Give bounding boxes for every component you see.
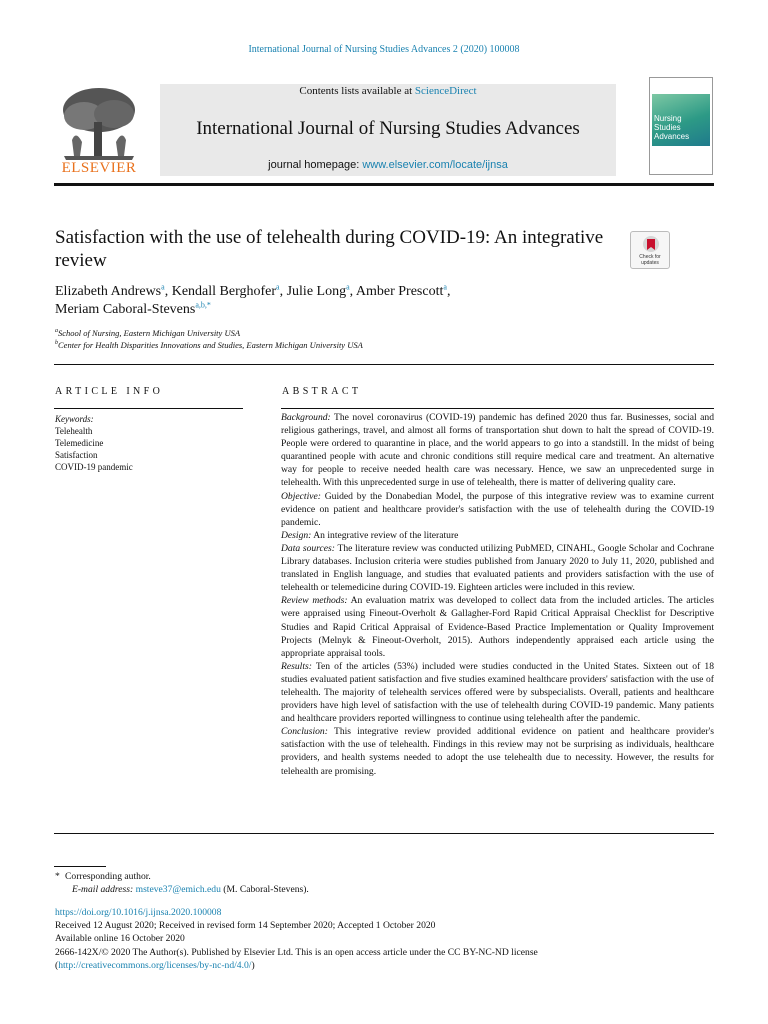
corresponding-author: Corresponding author.	[65, 871, 151, 882]
check-for-updates-button[interactable]	[630, 231, 670, 269]
sciencedirect-link[interactable]: ScienceDirect	[414, 85, 477, 97]
abstract-body	[281, 411, 714, 778]
abstract-section	[281, 411, 714, 490]
abstract-section	[281, 725, 714, 777]
abstract-section	[281, 490, 714, 529]
keyword-item[interactable]: Satisfaction	[55, 450, 98, 460]
email-suffix: (M. Caboral-Stevens).	[220, 884, 309, 895]
header-rule	[54, 183, 714, 186]
abstract-section	[281, 529, 714, 542]
footnote-rule	[54, 866, 106, 867]
publisher-name: ELSEVIER	[61, 160, 137, 176]
keyword-item[interactable]: Telehealth	[55, 426, 93, 436]
homepage-line	[160, 159, 616, 171]
keyword-item[interactable]: COVID-19 pandemic	[55, 462, 133, 472]
contents-prefix: Contents lists available at	[299, 85, 415, 97]
author-name[interactable]: Amber Prescott	[355, 284, 444, 299]
homepage-link[interactable]: www.elsevier.com/locate/ijnsa	[362, 159, 508, 171]
keywords-label: Keywords:	[55, 414, 94, 424]
author-affiliation-mark[interactable]: a	[346, 282, 350, 292]
affiliation-mark: b	[55, 340, 58, 347]
license-url-line	[55, 959, 695, 972]
doi-link[interactable]: https://doi.org/10.1016/j.ijnsa.2020.100008	[55, 907, 222, 918]
abstract-section-text: The novel coronavirus (COVID-19) pandemic has defined 2020 thus far. Businesses, social and religious gatherings, travel, and almost all forms of transportation shut down to halt the spread of COVID-19. People were ordered to quarantine in place, and the world appears to go into a standstill. In the midst of being quarantined people with acute and chronic conditions still require medical care and treatment. An alternative way for people to receive needed health care was necessary. Hence, we saw an unprecedented surge in telehealth. With this unprecedented surge in use of telehealth, there is matter of delivering quality care.	[281, 412, 714, 489]
abstract-section-label: Conclusion:	[281, 726, 328, 738]
contents-line	[160, 85, 616, 97]
abstract-section-label: Background:	[281, 412, 331, 423]
abstract-section-label: Design:	[281, 529, 312, 541]
license-text: 2666-142X/© 2020 The Author(s). Published by Elsevier Ltd. This is an open access article under the CC BY-NC-ND license	[55, 946, 538, 958]
author-affiliation-mark[interactable]: a	[276, 282, 280, 292]
license-link[interactable]: http://creativecommons.org/licenses/by-nc-nd/4.0/	[58, 959, 252, 971]
check-updates-label: Check for updates	[639, 254, 661, 266]
keywords-list	[55, 425, 133, 473]
author-name[interactable]: Kendall Berghofer	[171, 284, 277, 299]
homepage-prefix: journal homepage:	[268, 159, 363, 171]
license-url-open: (	[55, 959, 59, 971]
abstract-section	[281, 542, 714, 594]
affiliation-text: Center for Health Disparities Innovations and Studies, Eastern Michigan University USA	[58, 340, 363, 350]
affiliation-item	[55, 327, 363, 339]
received-dates: Received 12 August 2020; Received in revised form 14 September 2020; Accepted 1 October 2020	[55, 920, 436, 932]
abstract-section	[281, 660, 714, 725]
abstract-section	[281, 594, 714, 659]
abstract-section-label: Review methods:	[281, 595, 348, 607]
author-separator: ,	[279, 284, 287, 299]
author-name[interactable]: Meriam Caboral-Stevens	[55, 302, 196, 317]
available-online: Available online 16 October 2020	[55, 933, 185, 945]
cover-title: Nursing Studies Advances	[654, 114, 690, 141]
author-separator: ,	[349, 284, 356, 299]
author-separator: ,	[164, 284, 172, 299]
keyword-item[interactable]: Telemedicine	[55, 438, 104, 448]
journal-title: International Journal of Nursing Studies Advances	[196, 118, 580, 139]
abstract-section-text: Ten of the articles (53%) included were studies conducted in the United States. Sixteen out of 18 studies evaluated patient satisfaction and five studies examined healthcare providers' satisfaction with the use of telehealth. The majority of telehealth services offered were by subspecialists. Overall, patients and healthcare providers have high level of satisfaction with the use of telehealth during COVID-19 pandemic. Many patients and healthcare providers reported willingness to continue using telehealth after the pandemic.	[281, 660, 714, 725]
author-name[interactable]: Julie Long	[286, 284, 347, 299]
article-footer	[55, 906, 695, 972]
affiliation-text: School of Nursing, Eastern Michigan University USA	[58, 328, 241, 338]
cover-top	[652, 80, 710, 92]
article-info-rule	[54, 408, 243, 409]
author-affiliation-mark[interactable]: a	[443, 282, 447, 292]
footnote-star: *	[55, 871, 60, 882]
abstract-section-label: Objective:	[281, 490, 321, 502]
abstract-section-text: An integrative review of the literature	[311, 529, 459, 541]
journal-reference[interactable]: International Journal of Nursing Studies Advances 2 (2020) 100008	[248, 44, 520, 55]
abstract-section-text: Guided by the Donabedian Model, the purpose of this integrative review was to examine current evidence on patient and healthcare provider's satisfaction with the use of telehealth during the COVID-19 pandemic.	[281, 490, 714, 528]
affiliation-item	[55, 339, 363, 351]
abstract-section-text: This integrative review provided additional evidence on patient and healthcare provider's satisfaction with the use of telehealth. Findings in this review may not be surprising as individuals, healthcare providers, and health systems needed to adopt the use telehealth due to necessity. However, the results for telehealth are promising.	[281, 726, 714, 777]
email-link[interactable]: msteve37@emich.edu	[135, 884, 221, 895]
author-list	[55, 283, 615, 319]
footnote	[55, 870, 309, 896]
article-info-heading: ARTICLE INFO	[55, 386, 164, 397]
abstract-section-text: An evaluation matrix was developed to collect data from the included articles. The articles were appraised using Fineout-Overholt & Gallagher-Ford Rapid Critical Appraisal Checklist for Descriptive Studies and Rapid Critical Appraisal of Evidence-Based Practice Implementation or Quality Improvement Projects (Melnyk & Fineout-Overholt, 2015). Authors independently appraised each article using the appropriate appraisal tools.	[281, 595, 714, 659]
article-title: Satisfaction with the use of telehealth during COVID-19: An integrative review	[55, 227, 604, 271]
abstract-end-rule	[54, 833, 714, 834]
author-separator: ,	[446, 284, 451, 299]
bookmark-icon	[642, 235, 660, 253]
abstract-rule	[281, 408, 714, 409]
abstract-section-text: The literature review was conducted utilizing PubMED, CINAHL, Google Scholar and Cochrane Library databases. Inclusion criteria were studies published from January 2020 to July 11, 2020, published and translated in English language, and studies that evaluated patients and providers satisfaction with the use of telehealth or telemedicine during COVID-19. Eighteen articles were included in this review.	[281, 542, 714, 594]
author-affiliation-mark[interactable]: a,b,*	[195, 300, 211, 310]
abstract-heading: ABSTRACT	[282, 386, 362, 397]
affiliation-mark: a	[55, 328, 58, 335]
keywords-block	[55, 413, 133, 473]
section-rule	[54, 364, 714, 365]
journal-cover[interactable]	[649, 77, 713, 175]
abstract-section-label: Data sources:	[281, 542, 335, 554]
elsevier-logo	[54, 84, 144, 179]
author-name[interactable]: Elizabeth Andrews	[55, 284, 162, 299]
affiliations	[55, 327, 363, 351]
license-url-close: )	[251, 959, 255, 971]
email-label: E-mail address:	[72, 884, 134, 895]
abstract-section-label: Results:	[281, 660, 312, 672]
author-affiliation-mark[interactable]: a	[161, 282, 165, 292]
